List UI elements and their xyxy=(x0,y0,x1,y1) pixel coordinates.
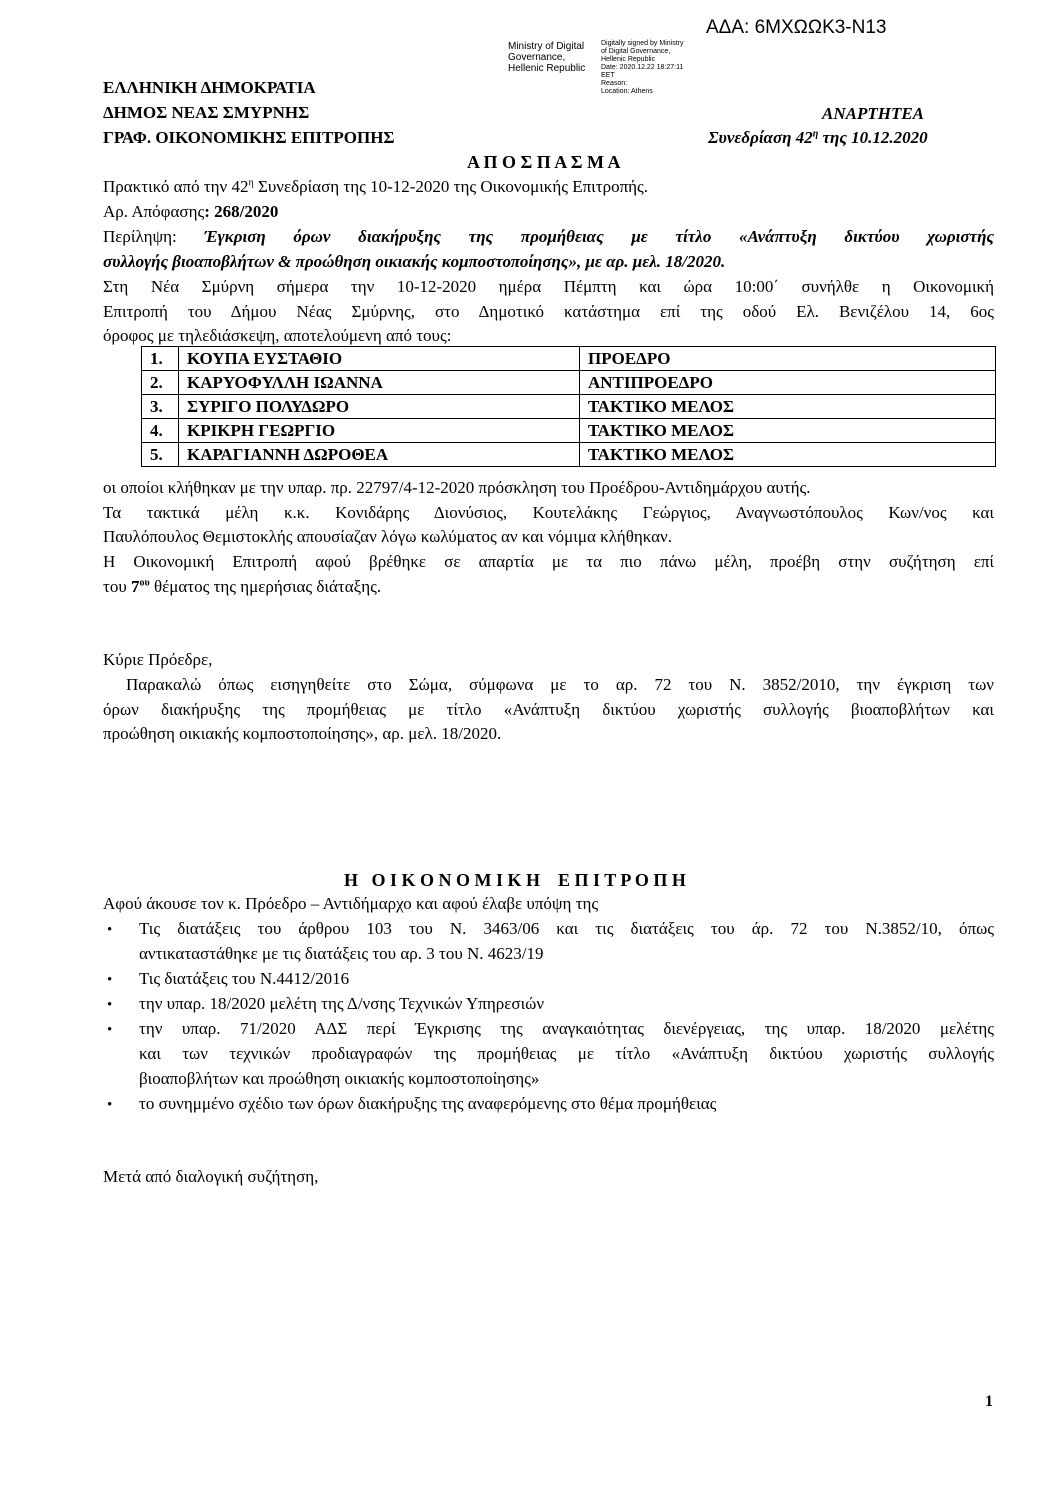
bullet-1-line-2: αντικαταστάθηκε με τις διατάξεις του αρ. 3 του Ν. 4623/19 xyxy=(139,944,544,963)
ada-code: ΑΔΑ: 6ΜΧΩΩΚ3-Ν13 xyxy=(706,17,887,38)
signature-detail: Date: 2020.12.22 18:27:11 xyxy=(601,64,684,71)
minutes-text-end: Συνεδρίαση της 10-12-2020 της Οικονομικής Επιτροπής. xyxy=(253,177,649,196)
summary-text: Έγκριση όρων διακήρυξης της προμήθειας με τίτλο «Ανάπτυξη δικτύου χωριστής xyxy=(204,227,994,246)
header-municipality: ΔΗΜΟΣ ΝΕΑΣ ΣΜΥΡΝΗΣ xyxy=(103,103,310,122)
intro-line-3: όροφος με τηλεδιάσκεψη, αποτελούμενη από τους: xyxy=(103,326,452,345)
bullet-marker: • xyxy=(107,972,113,988)
bullet-2: Τις διατάξεις του Ν.4412/2016 xyxy=(139,969,350,988)
quorum-text: του xyxy=(103,577,131,596)
member-role: ΠΡΟΕΔΡΟ xyxy=(580,347,996,371)
table-row xyxy=(142,347,996,371)
bullet-4-line-3: βιοαποβλήτων και προώθηση οικιακής κομποστοποίησης» xyxy=(139,1069,540,1088)
bullet-4-line-2: και των τεχνικών προδιαγραφών της προμήθειας με τίτλο «Ανάπτυξη δικτύου χωριστής συλλογής xyxy=(139,1044,994,1063)
header-office: ΓΡΑΦ. ΟΙΚΟΝΟΜΙΚΗΣ ΕΠΙΤΡΟΠΗΣ xyxy=(103,128,395,147)
member-name: ΚΟΥΠΑ ΕΥΣΤΑΘΙΟ xyxy=(179,347,580,371)
member-number: 1. xyxy=(142,347,179,371)
session-number: Συνεδρίαση 42 xyxy=(708,128,813,147)
topic-sup: ου xyxy=(139,577,150,589)
minutes-text: Πρακτικό από την 42 xyxy=(103,177,249,196)
quorum-text-end: θέματος της ημερήσιας διάταξης. xyxy=(149,577,382,596)
signature-org-line: Ministry of Digital xyxy=(508,41,585,52)
signature-detail: Digitally signed by Ministry xyxy=(601,40,684,47)
summary-label: Περίληψη: xyxy=(103,227,205,246)
signature-detail: EET xyxy=(601,72,615,79)
bullet-marker: • xyxy=(107,922,113,938)
minutes-sup: η xyxy=(248,177,254,189)
table-row xyxy=(142,371,996,395)
intro-line-2: Επιτροπή του Δήμου Νέας Σμύρνης, στο Δημοτικό κατάστημα επί της οδού Ελ. Βενιζέλου 14, 6ος xyxy=(103,302,994,321)
table-row xyxy=(142,395,996,419)
member-number: 3. xyxy=(142,395,179,419)
proposal-line-1: Παρακαλώ όπως εισηγηθείτε στο Σώμα, σύμφωνα με το αρ. 72 του Ν. 3852/2010, την έγκριση των xyxy=(126,675,994,694)
session-date: της 10.12.2020 xyxy=(818,128,928,147)
page-number: 1 xyxy=(985,1393,993,1410)
signature-detail: of Digital Governance, xyxy=(601,48,671,55)
invitation-line: οι οποίοι κλήθηκαν με την υπαρ. πρ. 22797/4-12-2020 πρόσκληση του Προέδρου-Αντιδημάρχου αυτής. xyxy=(103,478,811,497)
member-role: ΤΑΚΤΙΚΟ ΜΕΛΟΣ xyxy=(580,395,996,419)
posting-label: ΑΝΑΡΤΗΤΕΑ xyxy=(822,104,925,123)
salutation: Κύριε Πρόεδρε, xyxy=(103,650,213,669)
signature-detail: Hellenic Republic xyxy=(601,56,656,63)
proposal-line-3: προώθηση οικιακής κομποστοποίησης», αρ. μελ. 18/2020. xyxy=(103,724,502,743)
member-role: ΤΑΚΤΙΚΟ ΜΕΛΟΣ xyxy=(580,443,996,467)
signature-org-line: Hellenic Republic xyxy=(508,63,586,74)
bullet-4-line-1: την υπαρ. 71/2020 ΑΔΣ περί Έγκρισης της αναγκαιότητας διενέργειας, της υπαρ. 18/2020 μελέτης xyxy=(139,1019,994,1038)
bullet-3: την υπαρ. 18/2020 μελέτη της Δ/νσης Τεχνικών Υπηρεσιών xyxy=(139,994,545,1013)
heard-line: Αφού άκουσε τον κ. Πρόεδρο – Αντιδήμαρχο και αφού έλαβε υπόψη της xyxy=(103,894,599,913)
summary-line-1 xyxy=(103,227,994,247)
signature-detail: Location: Athens xyxy=(601,88,653,95)
signature-detail: Reason: xyxy=(601,80,628,87)
bullet-marker: • xyxy=(107,1022,113,1038)
absent-line-2: Παυλόπουλος Θεμιστοκλής απουσίαζαν λόγω κωλύματος αν και νόμιμα κλήθηκαν. xyxy=(103,527,672,546)
members-table xyxy=(141,346,996,467)
document-title: Α Π Ο Σ Π Α Σ Μ Α xyxy=(467,152,621,172)
member-name: ΚΡΙΚΡΗ ΓΕΩΡΓΙΟ xyxy=(179,419,580,443)
bullet-1-line-1: Τις διατάξεις του άρθρου 103 του Ν. 3463/06 και τις διατάξεις του άρ. 72 του Ν.3852/10, όπως xyxy=(139,919,994,938)
bullet-5: το συνημμένο σχέδιο των όρων διακήρυξης της αναφερόμενης στο θέμα προμήθειας xyxy=(139,1094,717,1113)
member-number: 5. xyxy=(142,443,179,467)
decision-label: Αρ. Απόφασης xyxy=(103,202,205,221)
member-name: ΣΥΡΙΓΟ ΠΟΛΥΔΩΡΟ xyxy=(179,395,580,419)
session-info xyxy=(708,128,928,148)
table-row xyxy=(142,419,996,443)
bullet-marker: • xyxy=(107,1097,113,1113)
session-sup: η xyxy=(812,128,819,140)
member-number: 4. xyxy=(142,419,179,443)
member-role: ΑΝΤΙΠΡΟΕΔΡΟ xyxy=(580,371,996,395)
decision-value: : 268/2020 xyxy=(204,202,279,221)
proposal-line-2: όρων διακήρυξης της προμήθειας με τίτλο «Ανάπτυξη δικτύου χωριστής συλλογής βιοαποβλήτων και xyxy=(103,700,994,719)
member-role: ΤΑΚΤΙΚΟ ΜΕΛΟΣ xyxy=(580,419,996,443)
quorum-line-1: Η Οικονομική Επιτροπή αφού βρέθηκε σε απαρτία με τα πιο πάνω μέλη, προέβη στην συζήτηση επί xyxy=(103,552,994,571)
quorum-line-2 xyxy=(103,577,381,597)
absent-line-1: Τα τακτικά μέλη κ.κ. Κονιδάρης Διονύσιος, Κουτελάκης Γεώργιος, Αναγνωστόπουλος Κων/νος και xyxy=(103,503,994,522)
member-name: ΚΑΡΑΓΙΑΝΝΗ ΔΩΡΟΘΕΑ xyxy=(179,443,580,467)
table-row xyxy=(142,443,996,467)
member-number: 2. xyxy=(142,371,179,395)
summary-line-2: συλλογής βιοαποβλήτων & προώθηση οικιακής κομποστοποίησης», με αρ. μελ. 18/2020. xyxy=(103,252,726,271)
committee-heading: Η Ο Ι Κ Ο Ν Ο Μ Ι Κ Η Ε Π Ι Τ Ρ Ο Π Η xyxy=(344,870,686,890)
discussion-line: Μετά από διαλογική συζήτηση, xyxy=(103,1167,319,1186)
intro-line-1: Στη Νέα Σμύρνη σήμερα την 10-12-2020 ημέρα Πέμπτη και ώρα 10:00΄ συνήλθε η Οικονομική xyxy=(103,277,994,296)
bullet-marker: • xyxy=(107,997,113,1013)
topic-number: 7 xyxy=(131,577,140,596)
member-name: ΚΑΡΥΟΦΥΛΛΗ ΙΩΑΝΝΑ xyxy=(179,371,580,395)
header-republic: ΕΛΛΗΝΙΚΗ ΔΗΜΟΚΡΑΤΙΑ xyxy=(103,78,316,97)
signature-org-line: Governance, xyxy=(508,52,566,63)
minutes-line xyxy=(103,177,648,197)
decision-number xyxy=(103,202,278,222)
